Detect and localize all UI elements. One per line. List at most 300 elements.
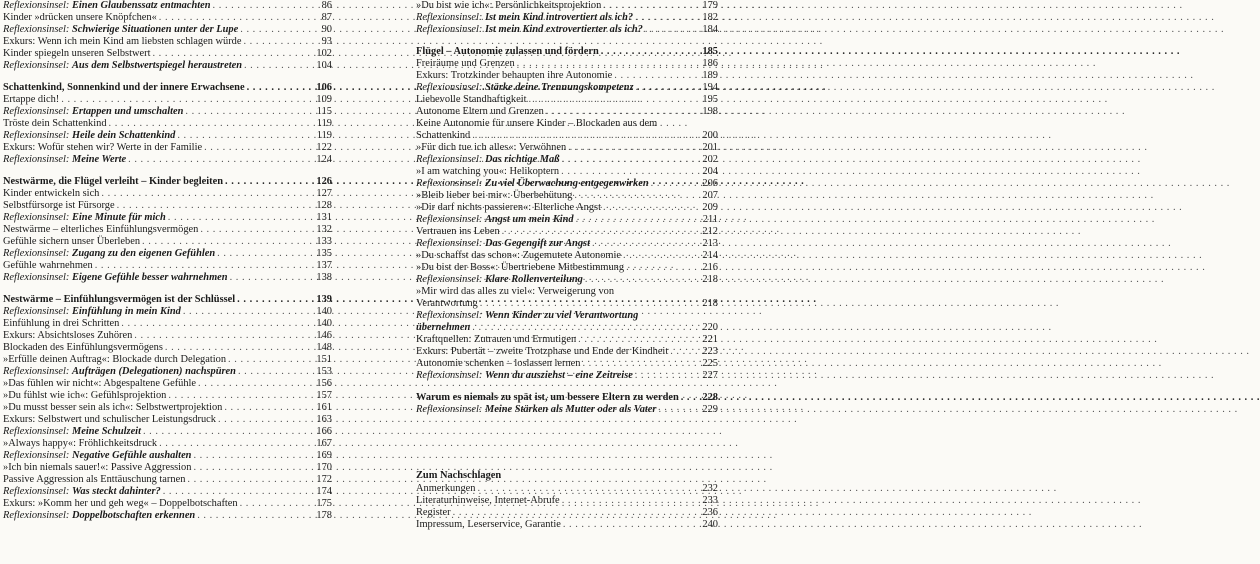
toc-entry-title-text: Einen Glaubenssatz entmachten [71, 0, 211, 11]
leader-dots [121, 318, 313, 330]
toc-reflection-entry[interactable] [3, 154, 332, 166]
toc-entry-prefix: Reflexionsinsel: [416, 24, 485, 35]
toc-entry-prefix: Reflexionsinsel: [3, 212, 72, 223]
toc-entry[interactable] [416, 298, 718, 310]
toc-reflection-entry[interactable] [3, 106, 332, 118]
leader-dots [477, 483, 699, 495]
leader-dots [244, 60, 313, 72]
toc-entry-title [416, 24, 645, 36]
toc-entry-title: Autonomie schenken – loslassen lernen [416, 358, 581, 369]
toc-page-number: 207 [702, 190, 718, 201]
toc-entry[interactable] [3, 236, 332, 248]
toc-reflection-entry[interactable] [3, 510, 332, 522]
toc-entry-title: Literaturhinweise, Internet-Abrufe [416, 495, 560, 506]
leader-dots [217, 248, 313, 260]
toc-entry-title: Passive Aggression als Enttäuschung tarnen [3, 474, 186, 485]
toc-page-number: 138 [316, 272, 332, 283]
toc-entry[interactable] [416, 142, 718, 154]
toc-reflection-entry[interactable] [416, 178, 718, 190]
toc-entry-title: Warum es niemals zu spät ist, um bessere Eltern zu werden [416, 392, 679, 403]
toc-page-number: 140 [316, 306, 332, 317]
leader-dots [193, 450, 313, 462]
leader-dots [185, 106, 313, 118]
toc-entry-title-text: Aus dem Selbstwertspiegel heraustreten [71, 60, 242, 71]
toc-entry-title: Schattenkind [416, 130, 471, 141]
toc-page-number: 175 [316, 498, 332, 509]
toc-section-entry[interactable] [3, 82, 332, 94]
toc-entry[interactable] [3, 94, 332, 106]
leader-dots [193, 462, 313, 474]
leader-dots [238, 366, 313, 378]
toc-entry-title-text: Heile dein Schattenkind [71, 130, 176, 141]
toc-entry-title-text: Klare Rollenverteilung [484, 274, 583, 285]
leader-dots [563, 519, 700, 531]
toc-entry-title-text: Angst um mein Kind [484, 214, 574, 225]
toc-entry-title: Nestwärme, die Flügel verleiht – Kinder begleiten [3, 176, 223, 187]
leader-dots [502, 226, 700, 238]
leader-dots [546, 106, 700, 118]
section-spacer [3, 72, 332, 82]
toc-entry[interactable] [3, 354, 332, 366]
toc-entry-title: Einfühlung in drei Schritten [3, 318, 120, 329]
leader-dots [636, 82, 700, 94]
toc-entry-title: Freiräume und Grenzen [416, 58, 515, 69]
leader-dots [651, 178, 700, 190]
toc-page-number: 102 [316, 48, 332, 59]
toc-section-entry[interactable] [3, 176, 332, 188]
leader-dots [635, 370, 700, 382]
toc-page-number: 140 [316, 318, 332, 329]
toc-entry[interactable] [416, 106, 718, 118]
toc-reflection-entry[interactable] [416, 238, 718, 250]
leader-dots [101, 188, 313, 200]
toc-reflection-entry-cont[interactable] [416, 322, 718, 334]
toc-entry-title [3, 450, 193, 462]
toc-entry-title [3, 0, 213, 12]
toc-page-number: 172 [316, 474, 332, 485]
toc-page-number: 227 [702, 370, 718, 381]
section-spacer [3, 284, 332, 294]
toc-entry-title: Exkurs: Selbstwert und schulischer Leistungsdruck [3, 414, 216, 425]
toc-entry[interactable] [3, 12, 332, 24]
toc-reflection-entry[interactable] [416, 214, 718, 226]
toc-entry[interactable] [416, 358, 718, 370]
toc-entry[interactable] [3, 498, 332, 510]
toc-page-number: 184 [702, 24, 718, 35]
toc-entry-title [3, 426, 143, 438]
toc-entry-title-text: Ist mein Kind extrovertierter als ich? [484, 24, 643, 35]
toc-entry[interactable] [3, 142, 332, 154]
toc-page-number: 151 [316, 354, 332, 365]
toc-reflection-entry[interactable] [416, 274, 718, 286]
toc-page-number: 133 [316, 236, 332, 247]
leader-dots [159, 12, 319, 24]
toc-entry[interactable] [3, 474, 332, 486]
toc-page-number: 182 [702, 12, 718, 23]
toc-entry-title: Anmerkungen [416, 483, 476, 494]
leader-dots [117, 200, 314, 212]
leader-dots [183, 306, 314, 318]
toc-entry[interactable] [3, 200, 332, 212]
toc-entry-title-text: Meine Schulzeit [71, 426, 141, 437]
toc-entry-title [3, 306, 183, 318]
leader-dots [645, 24, 700, 36]
toc-entry[interactable] [3, 36, 332, 48]
toc-page-number: 87 [321, 12, 332, 23]
toc-section-entry[interactable] [3, 294, 332, 306]
leader-dots [576, 214, 700, 226]
toc-page-number: 202 [702, 154, 718, 165]
toc-entry-title [3, 366, 238, 378]
leader-dots [237, 294, 313, 306]
toc-entry-title: Impressum, Leserservice, Garantie [416, 519, 561, 530]
toc-entry-prefix: Reflexionsinsel: [3, 450, 72, 461]
toc-entry[interactable] [416, 250, 718, 262]
toc-entry-title: Exkurs: Trotzkinder behaupten ihre Autonomie [416, 70, 613, 81]
toc-page-number: 195 [702, 94, 718, 105]
toc-entry-line: »Mir wird das alles zu viel«: Verweigerung von [416, 286, 615, 297]
toc-entry-title: Flügel – Autonomie zulassen und fördern [416, 46, 599, 57]
leader-dots [165, 342, 314, 354]
toc-entry-title: Verantwortung [416, 298, 478, 309]
toc-entry-title: »Du schaffst das schon«: Zugemutete Autonomie [416, 250, 621, 261]
leader-dots [213, 0, 319, 12]
toc-reflection-entry[interactable] [3, 0, 332, 12]
toc-entry-title [416, 214, 576, 226]
toc-entry-title [416, 238, 592, 250]
toc-entry-title [3, 60, 244, 72]
toc-page-number: 206 [702, 178, 718, 189]
toc-entry-title: Exkurs: Pubertät – zweite Trotzphase und Ende der Kindheit [416, 346, 669, 357]
toc-entry[interactable] [416, 166, 718, 178]
toc-page-number: 146 [316, 330, 332, 341]
toc-entry-title: Ertappe dich! [3, 94, 60, 105]
toc-entry-prefix: Reflexionsinsel: [3, 24, 72, 35]
toc-entry-title [416, 370, 635, 382]
toc-entry-title-text: Das richtige Maß [484, 154, 560, 165]
toc-page-number: 115 [316, 106, 332, 117]
toc-entry[interactable] [416, 346, 718, 358]
toc-entry-title-text: Negative Gefühle aushalten [71, 450, 192, 461]
toc-reflection-entry[interactable] [3, 212, 332, 224]
toc-entry-title-text: Was steckt dahinter? [71, 486, 161, 497]
toc-entry-title: »I am watching you«: Helikoptern [416, 166, 560, 177]
leader-dots [472, 130, 699, 142]
toc-entry-title [416, 12, 635, 24]
toc-section-entry[interactable] [416, 392, 718, 404]
toc-reflection-entry[interactable] [416, 154, 718, 166]
toc-entry-title: »Always happy«: Fröhlichkeitsdruck [3, 438, 158, 449]
toc-entry[interactable] [416, 94, 718, 106]
leader-dots [453, 507, 700, 519]
toc-page-number: 179 [702, 0, 718, 11]
toc-entry-title [3, 130, 177, 142]
toc-page-number: 232 [702, 483, 718, 494]
toc-page-number: 124 [316, 154, 332, 165]
toc-page-number: 163 [316, 414, 332, 425]
toc-entry-title: Exkurs: Absichtsloses Zuhören [3, 330, 133, 341]
leader-dots [163, 486, 314, 498]
toc-page-number: 229 [702, 404, 718, 415]
toc-entry-title: »Erfülle deinen Auftrag«: Blockade durch Delegation [3, 354, 227, 365]
leader-dots [187, 474, 313, 486]
toc-reflection-entry[interactable] [416, 404, 718, 416]
toc-entry-title-text: Aufträgen (Delegationen) nachspüren [71, 366, 236, 377]
section-spacer [416, 382, 718, 392]
toc-page-number: 185 [702, 46, 718, 57]
toc-page-number: 122 [316, 142, 332, 153]
toc-reflection-entry[interactable] [3, 272, 332, 284]
toc-page-number: 220 [702, 322, 718, 333]
toc-entry-prefix: Reflexionsinsel: [3, 60, 72, 71]
toc-page-number: 209 [702, 202, 718, 213]
toc-entry-title-text: Einfühlung in mein Kind [71, 306, 181, 317]
toc-page-number: 166 [316, 426, 332, 437]
leader-dots [128, 154, 313, 166]
toc-entry-prefix: Reflexionsinsel: [416, 404, 485, 415]
toc-entry[interactable] [3, 462, 332, 474]
toc-entry-title-text: Eigene Gefühle besser wahrnehmen [71, 272, 228, 283]
leader-dots [603, 0, 699, 12]
toc-reflection-entry[interactable] [416, 370, 718, 382]
leader-dots [635, 12, 699, 24]
toc-entry-title: Exkurs: Wofür stehen wir? Werte in der Familie [3, 142, 203, 153]
toc-reflection-entry[interactable] [3, 426, 332, 438]
toc-entry-title: Blockaden des Einfühlungsvermögens [3, 342, 163, 353]
toc-entry-prefix: Reflexionsinsel: [3, 486, 72, 497]
toc-page-number: 170 [316, 462, 332, 473]
leader-dots [517, 58, 700, 70]
toc-entry-prefix: Reflexionsinsel: [3, 510, 72, 521]
toc-entry-title: Kinder »drücken unsere Knöpfchen« [3, 12, 157, 23]
leader-dots [152, 48, 313, 60]
leader-dots [562, 495, 700, 507]
leader-dots [224, 402, 313, 414]
toc-entry-prefix: Reflexionsinsel: [3, 0, 72, 11]
toc-entry[interactable] [3, 402, 332, 414]
leader-dots [159, 438, 313, 450]
toc-entry-title [3, 248, 217, 260]
toc-entry-line: Keine Autonomie für unsere Kinder – Blockaden aus dem [416, 118, 658, 129]
leader-dots [61, 94, 313, 106]
toc-reflection-entry[interactable] [3, 486, 332, 498]
toc-entry-title [3, 510, 197, 522]
toc-entry-prefix: Reflexionsinsel: [3, 248, 72, 259]
toc-reflection-entry[interactable] [416, 82, 718, 94]
toc-page-number: 137 [316, 260, 332, 271]
toc-reflection-entry[interactable] [416, 24, 718, 36]
toc-entry[interactable] [3, 318, 332, 330]
toc-page-number: 106 [316, 82, 332, 93]
toc-page-number: 139 [316, 294, 332, 305]
toc-reflection-entry[interactable] [3, 248, 332, 260]
toc-page-number: 109 [316, 94, 332, 105]
toc-entry[interactable] [416, 58, 718, 70]
toc-entry-prefix: Reflexionsinsel: [416, 154, 485, 165]
leader-dots [230, 272, 314, 284]
leader-dots [480, 298, 700, 310]
toc-entry-prefix: Reflexionsinsel: [3, 130, 72, 141]
toc-entry-title: »Für dich tue ich alles«: Verwöhnen [416, 142, 567, 153]
toc-page-number: 200 [702, 130, 718, 141]
toc-entry[interactable] [3, 188, 332, 200]
leader-dots [582, 358, 699, 370]
toc-entry-title-text: Ertappen und umschalten [71, 106, 184, 117]
toc-entry[interactable] [416, 334, 718, 346]
leader-dots [168, 390, 313, 402]
toc-entry[interactable] [416, 495, 718, 507]
toc-entry-title: Autonome Eltern und Grenzen [416, 106, 544, 117]
toc-entry-title-text: Das Gegengift zur Angst [484, 238, 590, 249]
toc-page-number: 167 [316, 438, 332, 449]
toc-page-number: 148 [316, 342, 332, 353]
leader-dots [134, 330, 313, 342]
toc-page-number: 240 [702, 519, 718, 530]
toc-entry[interactable] [3, 378, 332, 390]
toc-reflection-entry[interactable] [3, 366, 332, 378]
toc-entry-prefix: Reflexionsinsel: [416, 238, 485, 249]
toc-page-number: 212 [702, 226, 718, 237]
leader-dots [142, 236, 313, 248]
toc-reflection-entry[interactable] [3, 450, 332, 462]
toc-entry[interactable] [3, 118, 332, 130]
leader-dots [568, 142, 699, 154]
leader-dots [143, 426, 313, 438]
leader-dots [670, 346, 699, 358]
toc-entry-title-text: Meine Werte [71, 154, 127, 165]
toc-entry-title: »Du bist wie ich«: Persönlichkeitsprojektion [416, 0, 602, 11]
toc-left-column [3, 0, 332, 522]
toc-page-number: 201 [702, 142, 718, 153]
toc-entry-title: »Du bist der Boss«: Übertriebene Mitbestimmung [416, 262, 625, 273]
toc-entry-prefix: Reflexionsinsel: [3, 426, 72, 437]
toc-entry-title-text: Wenn Kinder zu viel Verantwortung [484, 310, 639, 321]
toc-entry[interactable] [416, 70, 718, 82]
toc-entry-title: Register [416, 507, 451, 518]
toc-page-number: 218 [702, 298, 718, 309]
toc-entry-title: »Du musst besser sein als ich«: Selbstwertprojektion [3, 402, 223, 413]
toc-page-number: 211 [702, 214, 718, 225]
toc-entry-title: Kinder entwickeln sich [3, 188, 100, 199]
toc-reflection-entry[interactable] [3, 306, 332, 318]
toc-entry-title: Gefühle sichern unser Überleben [3, 236, 141, 247]
toc-page-number: 228 [702, 392, 718, 403]
toc-entry-title: Tröste dein Schattenkind [3, 118, 107, 129]
toc-entry[interactable] [416, 483, 718, 495]
toc-entry-title-text: Meine Stärken als Mutter oder als Vater [484, 404, 657, 415]
leader-dots [204, 142, 313, 154]
toc-entry-title [416, 404, 658, 416]
toc-entry[interactable] [3, 390, 332, 402]
toc-entry-title [416, 154, 561, 166]
toc-entry[interactable] [416, 519, 718, 531]
toc-entry[interactable] [3, 414, 332, 426]
toc-entry[interactable] [416, 507, 718, 519]
toc-page-number: 218 [702, 274, 718, 285]
toc-entry-prefix: Reflexionsinsel: [3, 306, 72, 317]
toc-entry-prefix: Reflexionsinsel: [416, 82, 485, 93]
toc-page-number: 153 [316, 366, 332, 377]
toc-reflection-entry[interactable] [416, 12, 718, 24]
toc-entry-title: Liebevolle Standhaftigkeit [416, 94, 527, 105]
appendix-heading: Zum Nachschlagen [416, 470, 502, 481]
leader-dots [109, 118, 314, 130]
leader-dots [197, 510, 313, 522]
toc-reflection-entry[interactable] [416, 310, 718, 322]
toc-entry[interactable] [416, 262, 718, 274]
leader-dots [614, 70, 699, 82]
toc-page-number: 119 [316, 118, 332, 129]
toc-page-number: 128 [316, 200, 332, 211]
toc-entry-title [416, 274, 585, 286]
toc-entry-title: Vertrauen ins Leben [416, 226, 500, 237]
toc-page-number: 93 [321, 36, 332, 47]
toc-entry-prefix: Reflexionsinsel: [3, 154, 72, 165]
section-spacer [416, 36, 718, 46]
toc-entry[interactable] [416, 190, 718, 202]
toc-entry[interactable] [3, 260, 332, 272]
toc-reflection-entry[interactable] [3, 60, 332, 72]
toc-entry-title: Selbstfürsorge ist Fürsorge [3, 200, 115, 211]
toc-reflection-entry[interactable] [3, 130, 332, 142]
toc-entry-title: Nestwärme – elterliches Einfühlungsvermögen [3, 224, 199, 235]
leader-dots [574, 190, 699, 202]
leader-dots [95, 260, 314, 272]
toc-entry-title: Kinder spiegeln unseren Selbstwert [3, 48, 151, 59]
toc-entry-title [3, 272, 230, 284]
toc-page-number: 204 [702, 166, 718, 177]
toc-entry[interactable] [3, 438, 332, 450]
toc-entry[interactable] [3, 224, 332, 236]
leader-dots [168, 212, 314, 224]
toc-page-number: 198 [702, 106, 718, 117]
leader-dots [198, 378, 313, 390]
toc-entry-title-text: Stärke deine Trennungskompetenz [484, 82, 634, 93]
toc-page-number: 236 [702, 507, 718, 518]
leader-dots [601, 46, 700, 58]
toc-entry-title: Exkurs: Wenn ich mein Kind am liebsten schlagen würde [3, 36, 242, 47]
toc-entry[interactable] [416, 0, 718, 12]
leader-dots [626, 262, 699, 274]
toc-entry[interactable] [416, 226, 718, 238]
toc-entry-title: Kraftquellen: Zutrauen und Ermutigen [416, 334, 577, 345]
leader-dots [603, 202, 699, 214]
toc-page-number: 174 [316, 486, 332, 497]
toc-entry-prefix: Reflexionsinsel: [416, 178, 485, 189]
toc-entry-title: »Ich bin niemals sauer!«: Passive Aggression [3, 462, 192, 473]
toc-page-number: 213 [702, 238, 718, 249]
leader-dots [243, 36, 318, 48]
toc-page-number: 86 [321, 0, 332, 11]
toc-page-number: 169 [316, 450, 332, 461]
toc-entry[interactable] [416, 130, 718, 142]
toc-entry-title [416, 322, 472, 334]
toc-page-number: 221 [702, 334, 718, 345]
toc-entry-title-text: Eine Minute für mich [71, 212, 166, 223]
toc-page-number: 132 [316, 224, 332, 235]
toc-entry[interactable] [3, 342, 332, 354]
toc-section-entry[interactable] [416, 46, 718, 58]
toc-entry-title-text: Doppelbotschaften erkennen [71, 510, 196, 521]
toc-entry[interactable] [3, 48, 332, 60]
toc-page-number: 178 [316, 510, 332, 521]
toc-entry[interactable] [416, 202, 718, 214]
leader-dots [218, 414, 313, 426]
toc-entry-prefix: Reflexionsinsel: [416, 310, 485, 321]
toc-reflection-entry[interactable] [3, 24, 332, 36]
toc-entry[interactable] [3, 330, 332, 342]
toc-entry-prefix: Reflexionsinsel: [416, 214, 485, 225]
